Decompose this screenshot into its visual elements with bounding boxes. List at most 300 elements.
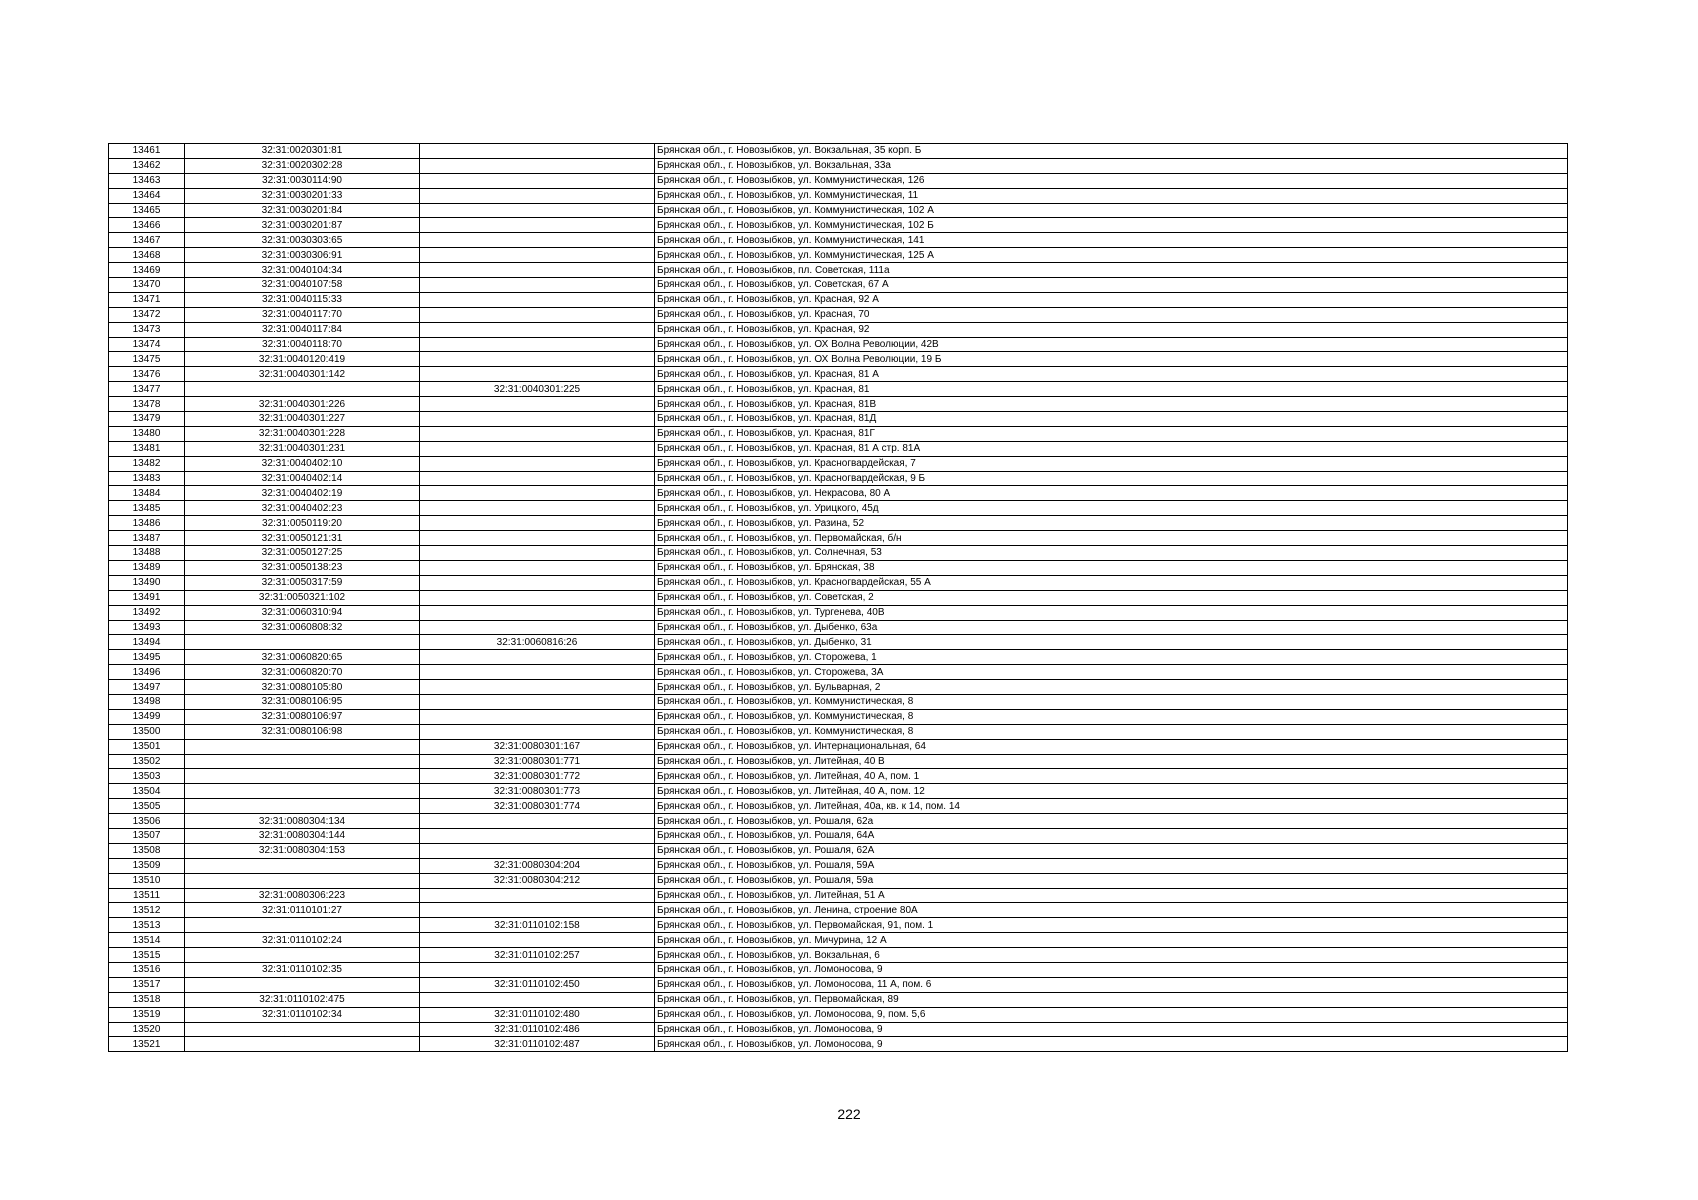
cadastral-number-alt-cell (420, 397, 655, 412)
table-row (109, 650, 1568, 665)
cadastral-number-alt-cell (420, 605, 655, 620)
address-cell: Брянская обл., г. Новозыбков, ул. Рошаля, 59А (655, 858, 1568, 873)
row-number-cell: 13471 (109, 292, 185, 307)
address-cell: Брянская обл., г. Новозыбков, ул. Красная, 92 (655, 322, 1568, 337)
address-cell: Брянская обл., г. Новозыбков, ул. Первомайская, 89 (655, 992, 1568, 1007)
row-number-cell: 13479 (109, 412, 185, 427)
address-cell: Брянская обл., г. Новозыбков, ул. Ломоносова, 9 (655, 962, 1568, 977)
row-number-cell: 13519 (109, 1007, 185, 1022)
cadastral-number-cell: 32:31:0040301:231 (185, 441, 420, 456)
cadastral-number-cell: 32:31:0050121:31 (185, 531, 420, 546)
row-number-cell: 13495 (109, 650, 185, 665)
address-cell: Брянская обл., г. Новозыбков, ул. Красная, 81В (655, 397, 1568, 412)
address-cell: Брянская обл., г. Новозыбков, ул. Красная, 81 (655, 382, 1568, 397)
cadastral-number-alt-cell (420, 724, 655, 739)
cadastral-number-cell: 32:31:0050321:102 (185, 590, 420, 605)
address-cell: Брянская обл., г. Новозыбков, ул. ОХ Волна Революции, 42В (655, 337, 1568, 352)
row-number-cell: 13467 (109, 233, 185, 248)
cadastral-number-cell: 32:31:0040301:142 (185, 367, 420, 382)
cadastral-number-alt-cell: 32:31:0080301:774 (420, 799, 655, 814)
row-number-cell: 13462 (109, 158, 185, 173)
row-number-cell: 13473 (109, 322, 185, 337)
address-cell: Брянская обл., г. Новозыбков, ул. Коммунистическая, 102 Б (655, 218, 1568, 233)
cadastral-number-alt-cell (420, 665, 655, 680)
row-number-cell: 13470 (109, 278, 185, 293)
cadastral-number-cell (185, 858, 420, 873)
cadastral-number-cell (185, 382, 420, 397)
cadastral-number-cell: 32:31:0040117:84 (185, 322, 420, 337)
table-row (109, 1037, 1568, 1052)
address-cell: Брянская обл., г. Новозыбков, ул. Мичурина, 12 А (655, 933, 1568, 948)
table-row (109, 233, 1568, 248)
table-row (109, 501, 1568, 516)
cadastral-number-cell: 32:31:0060820:65 (185, 650, 420, 665)
cadastral-number-cell: 32:31:0050119:20 (185, 516, 420, 531)
cadastral-number-alt-cell (420, 962, 655, 977)
table-row (109, 1007, 1568, 1022)
cadastral-number-cell: 32:31:0110102:24 (185, 933, 420, 948)
cadastral-number-alt-cell (420, 233, 655, 248)
table-row (109, 203, 1568, 218)
cadastral-number-cell: 32:31:0030201:84 (185, 203, 420, 218)
address-cell: Брянская обл., г. Новозыбков, ул. Рошаля, 59а (655, 873, 1568, 888)
row-number-cell: 13507 (109, 828, 185, 843)
row-number-cell: 13482 (109, 456, 185, 471)
address-cell: Брянская обл., г. Новозыбков, ул. Бульварная, 2 (655, 680, 1568, 695)
row-number-cell: 13468 (109, 248, 185, 263)
address-cell: Брянская обл., г. Новозыбков, ул. Первомайская, б/н (655, 531, 1568, 546)
table-row (109, 516, 1568, 531)
row-number-cell: 13506 (109, 814, 185, 829)
cadastral-number-cell: 32:31:0040104:34 (185, 263, 420, 278)
table-row (109, 352, 1568, 367)
cadastral-number-cell: 32:31:0080304:144 (185, 828, 420, 843)
cadastral-number-cell (185, 784, 420, 799)
row-number-cell: 13501 (109, 739, 185, 754)
row-number-cell: 13500 (109, 724, 185, 739)
address-cell: Брянская обл., г. Новозыбков, ул. Коммунистическая, 126 (655, 173, 1568, 188)
address-cell: Брянская обл., г. Новозыбков, ул. Литейная, 40а, кв. к 14, пом. 14 (655, 799, 1568, 814)
table-row (109, 903, 1568, 918)
table-row (109, 620, 1568, 635)
table-row (109, 933, 1568, 948)
address-cell: Брянская обл., г. Новозыбков, ул. Первомайская, 91, пом. 1 (655, 918, 1568, 933)
address-cell: Брянская обл., г. Новозыбков, ул. Красная, 81Д (655, 412, 1568, 427)
row-number-cell: 13490 (109, 575, 185, 590)
address-cell: Брянская обл., г. Новозыбков, ул. Литейная, 40 А, пом. 1 (655, 769, 1568, 784)
table-row (109, 962, 1568, 977)
row-number-cell: 13517 (109, 977, 185, 992)
table-row (109, 814, 1568, 829)
cadastral-number-cell: 32:31:0080304:134 (185, 814, 420, 829)
row-number-cell: 13485 (109, 501, 185, 516)
cadastral-number-alt-cell (420, 709, 655, 724)
cadastral-number-alt-cell (420, 337, 655, 352)
table-row (109, 531, 1568, 546)
cadastral-number-alt-cell (420, 203, 655, 218)
table-row (109, 441, 1568, 456)
row-number-cell: 13512 (109, 903, 185, 918)
cadastral-number-alt-cell (420, 531, 655, 546)
property-registry-table (108, 143, 1568, 1052)
row-number-cell: 13481 (109, 441, 185, 456)
address-cell: Брянская обл., г. Новозыбков, ул. Дыбенко, 63а (655, 620, 1568, 635)
row-number-cell: 13465 (109, 203, 185, 218)
address-cell: Брянская обл., г. Новозыбков, ул. Коммунистическая, 102 А (655, 203, 1568, 218)
cadastral-number-alt-cell (420, 278, 655, 293)
table-row (109, 278, 1568, 293)
table-row (109, 977, 1568, 992)
cadastral-number-alt-cell (420, 888, 655, 903)
cadastral-number-cell: 32:31:0020302:28 (185, 158, 420, 173)
address-cell: Брянская обл., г. Новозыбков, ул. Советская, 67 А (655, 278, 1568, 293)
cadastral-number-cell (185, 769, 420, 784)
cadastral-number-cell: 32:31:0110101:27 (185, 903, 420, 918)
cadastral-number-alt-cell (420, 367, 655, 382)
row-number-cell: 13464 (109, 188, 185, 203)
address-cell: Брянская обл., г. Новозыбков, ул. Сторожева, 1 (655, 650, 1568, 665)
row-number-cell: 13503 (109, 769, 185, 784)
cadastral-number-alt-cell (420, 486, 655, 501)
row-number-cell: 13469 (109, 263, 185, 278)
cadastral-number-alt-cell (420, 560, 655, 575)
table-row (109, 858, 1568, 873)
cadastral-number-alt-cell (420, 843, 655, 858)
row-number-cell: 13478 (109, 397, 185, 412)
cadastral-number-alt-cell (420, 694, 655, 709)
table-row (109, 471, 1568, 486)
row-number-cell: 13480 (109, 426, 185, 441)
address-cell: Брянская обл., г. Новозыбков, ул. Литейная, 40 А, пом. 12 (655, 784, 1568, 799)
table-row (109, 828, 1568, 843)
table-row (109, 694, 1568, 709)
row-number-cell: 13505 (109, 799, 185, 814)
row-number-cell: 13486 (109, 516, 185, 531)
table-row (109, 382, 1568, 397)
row-number-cell: 13476 (109, 367, 185, 382)
address-cell: Брянская обл., г. Новозыбков, ул. Красногвардейская, 55 А (655, 575, 1568, 590)
row-number-cell: 13518 (109, 992, 185, 1007)
cadastral-number-cell (185, 977, 420, 992)
cadastral-number-alt-cell (420, 650, 655, 665)
row-number-cell: 13491 (109, 590, 185, 605)
cadastral-number-alt-cell: 32:31:0080301:773 (420, 784, 655, 799)
cadastral-number-cell: 32:31:0040117:70 (185, 307, 420, 322)
table-row (109, 754, 1568, 769)
cadastral-number-alt-cell: 32:31:0110102:486 (420, 1022, 655, 1037)
cadastral-number-alt-cell: 32:31:0080301:772 (420, 769, 655, 784)
table-row (109, 992, 1568, 1007)
table-row (109, 665, 1568, 680)
table-row (109, 873, 1568, 888)
cadastral-number-cell (185, 754, 420, 769)
address-cell: Брянская обл., г. Новозыбков, ул. Коммунистическая, 141 (655, 233, 1568, 248)
cadastral-number-cell: 32:31:0030114:90 (185, 173, 420, 188)
address-cell: Брянская обл., г. Новозыбков, ул. Красная, 81 А (655, 367, 1568, 382)
table-row (109, 367, 1568, 382)
address-cell: Брянская обл., г. Новозыбков, ул. Солнечная, 53 (655, 546, 1568, 561)
cadastral-number-alt-cell: 32:31:0110102:158 (420, 918, 655, 933)
cadastral-number-alt-cell: 32:31:0110102:450 (420, 977, 655, 992)
address-cell: Брянская обл., г. Новозыбков, ул. Урицкого, 45д (655, 501, 1568, 516)
address-cell: Брянская обл., г. Новозыбков, ул. Коммунистическая, 8 (655, 724, 1568, 739)
row-number-cell: 13504 (109, 784, 185, 799)
cadastral-number-cell: 32:31:0110102:34 (185, 1007, 420, 1022)
cadastral-number-alt-cell (420, 441, 655, 456)
row-number-cell: 13461 (109, 144, 185, 159)
table-row (109, 307, 1568, 322)
address-cell: Брянская обл., г. Новозыбков, ул. Сторожева, 3А (655, 665, 1568, 680)
cadastral-number-cell: 32:31:0040107:58 (185, 278, 420, 293)
address-cell: Брянская обл., г. Новозыбков, ул. Литейная, 40 В (655, 754, 1568, 769)
table-row (109, 292, 1568, 307)
address-cell: Брянская обл., г. Новозыбков, ул. Дыбенко, 31 (655, 635, 1568, 650)
table-row (109, 546, 1568, 561)
table-row (109, 680, 1568, 695)
address-cell: Брянская обл., г. Новозыбков, ул. Красная, 92 А (655, 292, 1568, 307)
table-row (109, 248, 1568, 263)
cadastral-number-cell: 32:31:0050127:25 (185, 546, 420, 561)
cadastral-number-alt-cell (420, 144, 655, 159)
address-cell: Брянская обл., г. Новозыбков, ул. Вокзальная, 35 корп. Б (655, 144, 1568, 159)
table-row (109, 560, 1568, 575)
cadastral-number-alt-cell: 32:31:0110102:257 (420, 948, 655, 963)
cadastral-number-alt-cell (420, 188, 655, 203)
cadastral-number-alt-cell: 32:31:0080304:212 (420, 873, 655, 888)
row-number-cell: 13510 (109, 873, 185, 888)
cadastral-number-alt-cell (420, 263, 655, 278)
table-row (109, 590, 1568, 605)
cadastral-number-cell: 32:31:0040115:33 (185, 292, 420, 307)
row-number-cell: 13498 (109, 694, 185, 709)
cadastral-number-alt-cell (420, 933, 655, 948)
table-row (109, 397, 1568, 412)
address-cell: Брянская обл., г. Новозыбков, ул. Красная, 81Г (655, 426, 1568, 441)
address-cell: Брянская обл., г. Новозыбков, ул. Красногвардейская, 7 (655, 456, 1568, 471)
cadastral-number-cell: 32:31:0040402:23 (185, 501, 420, 516)
table-row (109, 188, 1568, 203)
row-number-cell: 13474 (109, 337, 185, 352)
table-row (109, 1022, 1568, 1037)
row-number-cell: 13488 (109, 546, 185, 561)
row-number-cell: 13496 (109, 665, 185, 680)
cadastral-number-cell (185, 873, 420, 888)
cadastral-number-cell: 32:31:0030306:91 (185, 248, 420, 263)
cadastral-number-alt-cell: 32:31:0110102:487 (420, 1037, 655, 1052)
cadastral-number-alt-cell (420, 412, 655, 427)
address-cell: Брянская обл., г. Новозыбков, ул. Красная, 70 (655, 307, 1568, 322)
cadastral-number-cell (185, 635, 420, 650)
cadastral-number-cell: 32:31:0080106:98 (185, 724, 420, 739)
address-cell: Брянская обл., г. Новозыбков, ул. Рошаля, 62А (655, 843, 1568, 858)
table-row (109, 784, 1568, 799)
cadastral-number-cell: 32:31:0040301:228 (185, 426, 420, 441)
cadastral-number-alt-cell (420, 352, 655, 367)
cadastral-number-alt-cell (420, 590, 655, 605)
row-number-cell: 13502 (109, 754, 185, 769)
row-number-cell: 13520 (109, 1022, 185, 1037)
cadastral-number-alt-cell (420, 248, 655, 263)
row-number-cell: 13463 (109, 173, 185, 188)
address-cell: Брянская обл., г. Новозыбков, ул. Разина, 52 (655, 516, 1568, 531)
cadastral-number-cell: 32:31:0040301:227 (185, 412, 420, 427)
row-number-cell: 13513 (109, 918, 185, 933)
cadastral-number-cell (185, 918, 420, 933)
cadastral-number-alt-cell: 32:31:0110102:480 (420, 1007, 655, 1022)
cadastral-number-cell (185, 739, 420, 754)
cadastral-number-cell: 32:31:0040301:226 (185, 397, 420, 412)
row-number-cell: 13487 (109, 531, 185, 546)
page-number: 222 (837, 1106, 861, 1122)
cadastral-number-cell: 32:31:0060820:70 (185, 665, 420, 680)
address-cell: Брянская обл., г. Новозыбков, ул. Коммунистическая, 8 (655, 694, 1568, 709)
row-number-cell: 13472 (109, 307, 185, 322)
row-number-cell: 13508 (109, 843, 185, 858)
table-row (109, 605, 1568, 620)
cadastral-number-alt-cell (420, 828, 655, 843)
cadastral-number-alt-cell (420, 426, 655, 441)
table-row (109, 456, 1568, 471)
cadastral-number-alt-cell (420, 322, 655, 337)
cadastral-number-alt-cell (420, 307, 655, 322)
table-row (109, 799, 1568, 814)
cadastral-number-alt-cell (420, 173, 655, 188)
address-cell: Брянская обл., г. Новозыбков, ул. Брянская, 38 (655, 560, 1568, 575)
cadastral-number-alt-cell (420, 516, 655, 531)
row-number-cell: 13499 (109, 709, 185, 724)
address-cell: Брянская обл., г. Новозыбков, ул. Ломоносова, 9 (655, 1037, 1568, 1052)
address-cell: Брянская обл., г. Новозыбков, ул. Красная, 81 А стр. 81А (655, 441, 1568, 456)
cadastral-number-alt-cell (420, 501, 655, 516)
table-row (109, 218, 1568, 233)
row-number-cell: 13492 (109, 605, 185, 620)
cadastral-number-cell (185, 948, 420, 963)
address-cell: Брянская обл., г. Новозыбков, ул. Вокзальная, 33а (655, 158, 1568, 173)
cadastral-number-cell: 32:31:0040118:70 (185, 337, 420, 352)
cadastral-number-alt-cell (420, 546, 655, 561)
address-cell: Брянская обл., г. Новозыбков, ул. Тургенева, 40В (655, 605, 1568, 620)
cadastral-number-cell: 32:31:0080105:80 (185, 680, 420, 695)
row-number-cell: 13484 (109, 486, 185, 501)
cadastral-number-alt-cell (420, 814, 655, 829)
cadastral-number-alt-cell: 32:31:0040301:225 (420, 382, 655, 397)
cadastral-number-cell: 32:31:0030303:65 (185, 233, 420, 248)
table-row (109, 948, 1568, 963)
row-number-cell: 13497 (109, 680, 185, 695)
cadastral-number-cell: 32:31:0020301:81 (185, 144, 420, 159)
table-row (109, 709, 1568, 724)
cadastral-number-cell (185, 1022, 420, 1037)
table-row (109, 918, 1568, 933)
table-row (109, 412, 1568, 427)
cadastral-number-alt-cell (420, 158, 655, 173)
row-number-cell: 13516 (109, 962, 185, 977)
cadastral-number-cell: 32:31:0060808:32 (185, 620, 420, 635)
address-cell: Брянская обл., г. Новозыбков, ул. Коммунистическая, 11 (655, 188, 1568, 203)
address-cell: Брянская обл., г. Новозыбков, пл. Советская, 111а (655, 263, 1568, 278)
cadastral-number-alt-cell: 32:31:0080301:771 (420, 754, 655, 769)
row-number-cell: 13515 (109, 948, 185, 963)
cadastral-number-cell: 32:31:0040402:19 (185, 486, 420, 501)
table-row (109, 724, 1568, 739)
row-number-cell: 13514 (109, 933, 185, 948)
cadastral-number-cell: 32:31:0060310:94 (185, 605, 420, 620)
row-number-cell: 13489 (109, 560, 185, 575)
address-cell: Брянская обл., г. Новозыбков, ул. Рошаля, 62а (655, 814, 1568, 829)
cadastral-number-cell: 32:31:0080106:95 (185, 694, 420, 709)
cadastral-number-cell: 32:31:0050317:59 (185, 575, 420, 590)
cadastral-number-cell: 32:31:0080304:153 (185, 843, 420, 858)
cadastral-number-cell (185, 1037, 420, 1052)
address-cell: Брянская обл., г. Новозыбков, ул. Ленина, строение 80А (655, 903, 1568, 918)
table-row (109, 263, 1568, 278)
address-cell: Брянская обл., г. Новозыбков, ул. Советская, 2 (655, 590, 1568, 605)
cadastral-number-alt-cell (420, 620, 655, 635)
table-row (109, 337, 1568, 352)
cadastral-number-cell: 32:31:0110102:35 (185, 962, 420, 977)
address-cell: Брянская обл., г. Новозыбков, ул. ОХ Волна Революции, 19 Б (655, 352, 1568, 367)
table-row (109, 843, 1568, 858)
row-number-cell: 13494 (109, 635, 185, 650)
cadastral-number-cell: 32:31:0030201:87 (185, 218, 420, 233)
address-cell: Брянская обл., г. Новозыбков, ул. Рошаля, 64А (655, 828, 1568, 843)
row-number-cell: 13466 (109, 218, 185, 233)
cadastral-number-alt-cell (420, 218, 655, 233)
table-row (109, 739, 1568, 754)
table-row (109, 635, 1568, 650)
cadastral-number-alt-cell (420, 292, 655, 307)
row-number-cell: 13509 (109, 858, 185, 873)
address-cell: Брянская обл., г. Новозыбков, ул. Ломоносова, 11 А, пом. 6 (655, 977, 1568, 992)
cadastral-number-alt-cell: 32:31:0080301:167 (420, 739, 655, 754)
address-cell: Брянская обл., г. Новозыбков, ул. Коммунистическая, 125 А (655, 248, 1568, 263)
cadastral-number-cell: 32:31:0040402:10 (185, 456, 420, 471)
cadastral-number-cell: 32:31:0040402:14 (185, 471, 420, 486)
row-number-cell: 13483 (109, 471, 185, 486)
cadastral-number-alt-cell: 32:31:0060816:26 (420, 635, 655, 650)
cadastral-number-alt-cell: 32:31:0080304:204 (420, 858, 655, 873)
table-row (109, 158, 1568, 173)
cadastral-number-cell: 32:31:0040120:419 (185, 352, 420, 367)
cadastral-number-cell: 32:31:0080306:223 (185, 888, 420, 903)
cadastral-number-cell: 32:31:0050138:23 (185, 560, 420, 575)
address-cell: Брянская обл., г. Новозыбков, ул. Ломоносова, 9, пом. 5,6 (655, 1007, 1568, 1022)
table-row (109, 322, 1568, 337)
row-number-cell: 13521 (109, 1037, 185, 1052)
cadastral-number-cell (185, 799, 420, 814)
cadastral-number-alt-cell (420, 456, 655, 471)
cadastral-number-alt-cell (420, 992, 655, 1007)
table-row (109, 144, 1568, 159)
cadastral-number-alt-cell (420, 903, 655, 918)
address-cell: Брянская обл., г. Новозыбков, ул. Интернациональная, 64 (655, 739, 1568, 754)
cadastral-number-alt-cell (420, 471, 655, 486)
address-cell: Брянская обл., г. Новозыбков, ул. Красногвардейская, 9 Б (655, 471, 1568, 486)
address-cell: Брянская обл., г. Новозыбков, ул. Коммунистическая, 8 (655, 709, 1568, 724)
cadastral-number-cell: 32:31:0080106:97 (185, 709, 420, 724)
row-number-cell: 13511 (109, 888, 185, 903)
address-cell: Брянская обл., г. Новозыбков, ул. Вокзальная, 6 (655, 948, 1568, 963)
address-cell: Брянская обл., г. Новозыбков, ул. Некрасова, 80 А (655, 486, 1568, 501)
cadastral-number-cell: 32:31:0110102:475 (185, 992, 420, 1007)
cadastral-number-alt-cell (420, 575, 655, 590)
address-cell: Брянская обл., г. Новозыбков, ул. Литейная, 51 А (655, 888, 1568, 903)
row-number-cell: 13475 (109, 352, 185, 367)
table-row (109, 769, 1568, 784)
registry-body (109, 144, 1568, 1052)
table-row (109, 888, 1568, 903)
row-number-cell: 13477 (109, 382, 185, 397)
